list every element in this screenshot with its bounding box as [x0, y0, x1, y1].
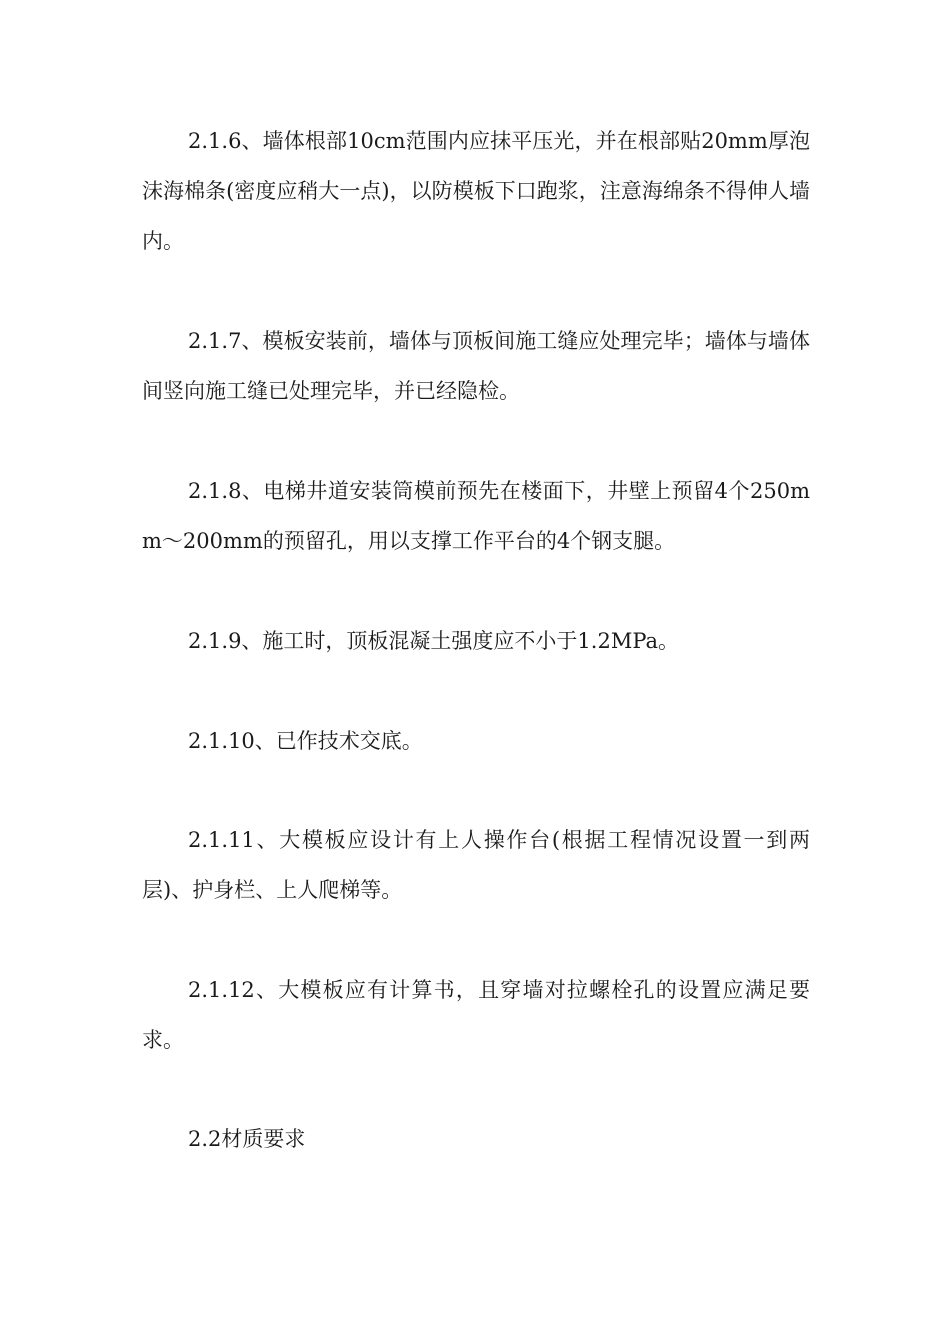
paragraph-2-1-12: 2.1.12、大模板应有计算书，且穿墙对拉螺栓孔的设置应满足要求。 — [142, 978, 810, 1052]
paragraph-2-1-9: 2.1.9、施工时，顶板混凝土强度应不小于1.2MPa。 — [188, 629, 680, 653]
paragraph-2-1-11: 2.1.11、大模板应设计有上人操作台(根据工程情况设置一到两层)、护身栏、上人爬梯等。 — [142, 828, 810, 902]
paragraph-2-1-6: 2.1.6、墙体根部10cm范围内应抹平压光，并在根部贴20mm厚泡沫海棉条(密度应稍大一点)，以防模板下口跑浆，注意海绵条不得伸人墙内。 — [142, 129, 810, 253]
section-heading-2-2: 2.2材质要求 — [188, 1127, 306, 1151]
paragraph-2-1-7: 2.1.7、模板安装前，墙体与顶板间施工缝应处理完毕；墙体与墙体间竖向施工缝已处理完毕，并已经隐检。 — [142, 329, 810, 403]
paragraph-2-1-10: 2.1.10、已作技术交底。 — [188, 729, 423, 753]
paragraph-2-1-8: 2.1.8、电梯井道安装筒模前预先在楼面下，井壁上预留4个250mm～200mm的预留孔，用以支撑工作平台的4个钢支腿。 — [142, 479, 810, 553]
